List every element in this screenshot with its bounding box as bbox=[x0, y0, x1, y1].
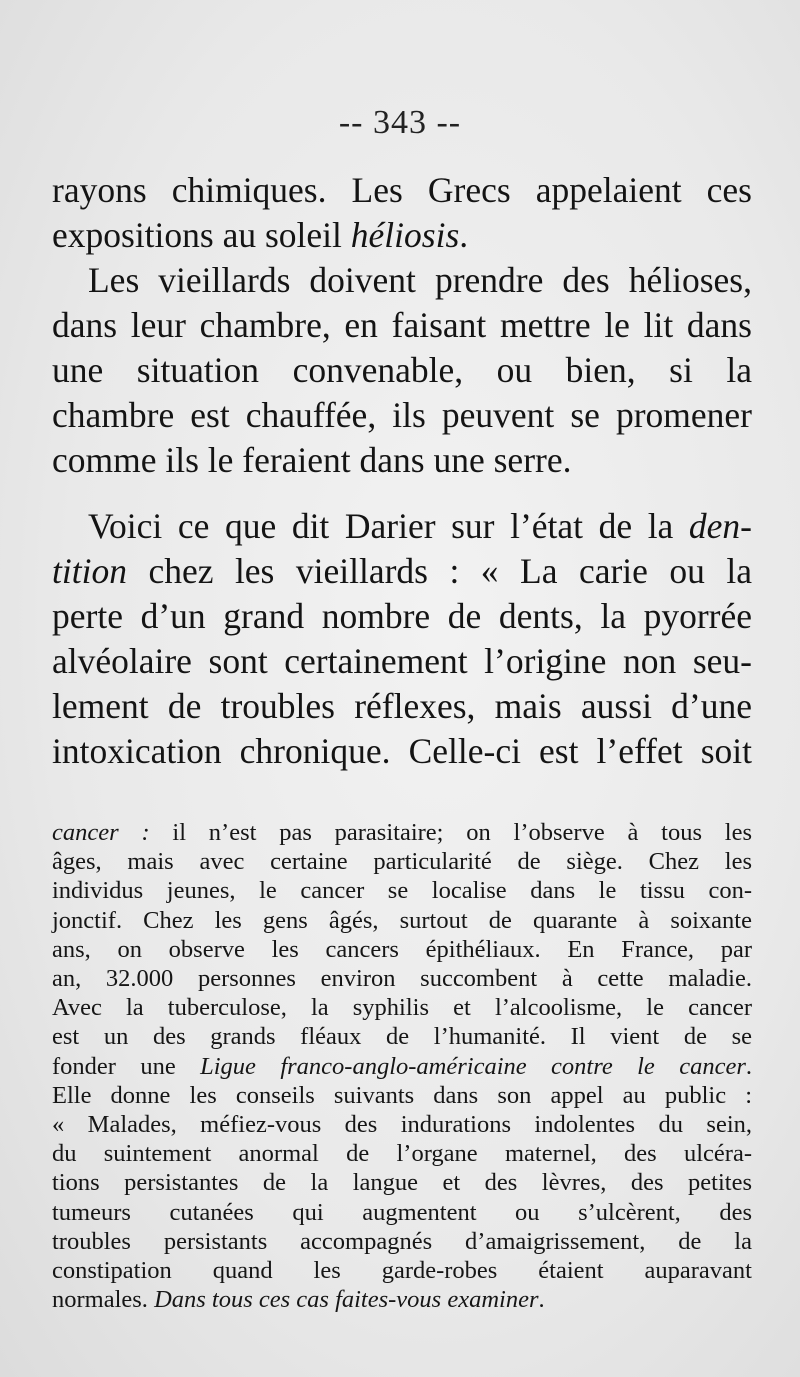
text-fragment: . bbox=[459, 215, 469, 255]
italic-term: tition bbox=[52, 551, 127, 591]
text-line: une situation convenable, ou bien, si la bbox=[52, 350, 752, 390]
footnote-line: ans, on observe les cancers épithéliaux. En France, par bbox=[52, 935, 752, 963]
text-fragment: . bbox=[538, 1286, 545, 1314]
text-line: dans leur chambre, en faisant mettre le lit dans bbox=[52, 305, 752, 345]
footnote-line bbox=[52, 1285, 752, 1314]
text-line: alvéolaire sont certainement l’origine non seu- bbox=[52, 641, 752, 681]
page-number: -- 343 -- bbox=[338, 104, 462, 141]
text-fragment: . bbox=[745, 1052, 752, 1080]
footnote-line: Avec la tuberculose, la syphilis et l’alcoolisme, le cancer bbox=[52, 994, 752, 1022]
text-line: intoxication chronique. Celle-ci est l’effet soit bbox=[52, 731, 752, 771]
footnote-line: individus jeunes, le cancer se localise dans le tissu con- bbox=[52, 877, 752, 905]
text-line: perte d’un grand nombre de dents, la pyorrée bbox=[52, 596, 752, 636]
text-line: rayons chimiques. Les Grecs appelaient ces bbox=[52, 170, 752, 210]
footnote-line: du suintement anormal de l’organe maternel, des ulcéra- bbox=[52, 1140, 752, 1168]
text-line bbox=[52, 213, 752, 258]
footnote-line: jonctif. Chez les gens âgés, surtout de quarante à soixante bbox=[52, 906, 752, 934]
footnote bbox=[52, 818, 752, 1314]
main-text bbox=[52, 168, 752, 483]
text-fragment: il n’est pas parasitaire; on l’observe à tous les bbox=[149, 819, 752, 846]
footnote-line: Elle donne les conseils suivants dans son appel au public : bbox=[52, 1081, 752, 1109]
text-line: chambre est chauffée, ils peuvent se promener bbox=[52, 395, 752, 435]
text-line bbox=[52, 504, 752, 549]
italic-term: cancer : bbox=[52, 819, 150, 846]
footnote-line: constipation quand les garde-robes étaient auparavant bbox=[52, 1257, 752, 1285]
text-line bbox=[52, 549, 752, 594]
footnote-line bbox=[52, 818, 752, 847]
text-fragment: chez les vieillards : « La carie ou la bbox=[126, 551, 752, 591]
text-line: lement de troubles réflexes, mais aussi d’une bbox=[52, 686, 752, 726]
text-fragment: Voici ce que dit Darier sur l’état de la bbox=[88, 506, 689, 546]
text-fragment: expositions au soleil bbox=[52, 215, 351, 255]
italic-term: héliosis bbox=[350, 215, 460, 255]
text-line: Les vieillards doivent prendre des hélioses, bbox=[88, 260, 752, 300]
text-fragment: fonder une bbox=[52, 1052, 201, 1080]
footnote-line: « Malades, méfiez-vous des indurations indolentes du sein, bbox=[52, 1111, 752, 1139]
footnote-line: tumeurs cutanées qui augmentent ou s’ulcèrent, des bbox=[52, 1198, 752, 1226]
italic-term: Ligue franco-anglo-américaine contre le cancer bbox=[200, 1052, 746, 1080]
text-fragment: normales. bbox=[52, 1286, 155, 1314]
italic-term: Dans tous ces cas faites-vous examiner bbox=[154, 1286, 539, 1314]
footnote-line: an, 32.000 personnes environ succombent à cette maladie. bbox=[52, 965, 752, 993]
footnote-line: tions persistantes de la langue et des lèvres, des petites bbox=[52, 1169, 752, 1197]
text-line: comme ils le feraient dans une serre. bbox=[52, 440, 572, 480]
footnote-line: est un des grands fléaux de l’humanité. Il vient de se bbox=[52, 1023, 752, 1051]
footnote-line: âges, mais avec certaine particularité de siège. Chez les bbox=[52, 848, 752, 876]
footnote-line: troubles persistants accompagnés d’amaigrissement, de la bbox=[52, 1227, 752, 1255]
footnote-line bbox=[52, 1052, 752, 1081]
italic-term: den- bbox=[688, 506, 752, 546]
main-text-2 bbox=[52, 504, 752, 774]
